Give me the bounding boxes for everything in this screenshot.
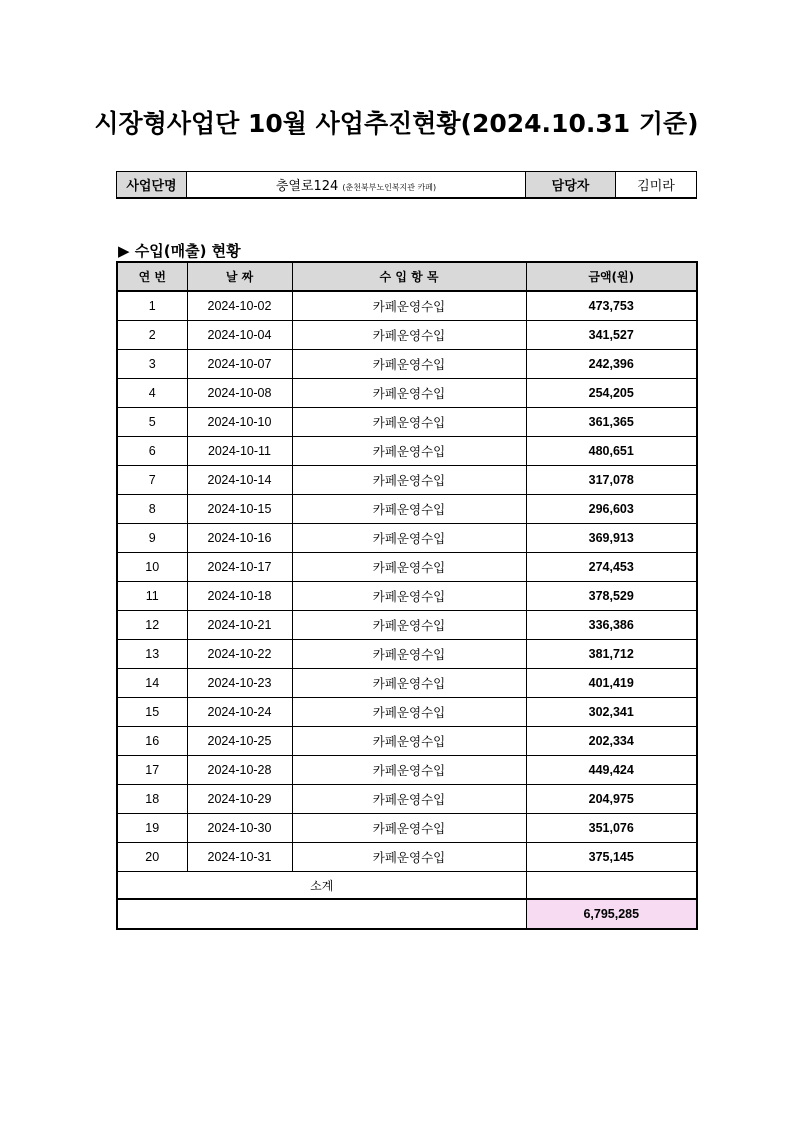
table-row	[117, 379, 697, 408]
row-item: 카페운영수입	[292, 611, 526, 640]
row-amount: 336,386	[526, 611, 697, 640]
table-row	[117, 698, 697, 727]
row-date: 2024-10-28	[187, 756, 292, 785]
row-amount: 254,205	[526, 379, 697, 408]
row-date: 2024-10-29	[187, 785, 292, 814]
unit-value: 충열로124	[275, 179, 339, 194]
row-amount: 204,975	[526, 785, 697, 814]
table-row	[117, 669, 697, 698]
row-date: 2024-10-02	[187, 291, 292, 321]
row-number: 2	[117, 321, 187, 350]
table-row	[117, 321, 697, 350]
row-item: 카페운영수입	[292, 321, 526, 350]
subtotal-value	[526, 872, 697, 900]
table-row	[117, 408, 697, 437]
row-item: 카페운영수입	[292, 814, 526, 843]
row-number: 7	[117, 466, 187, 495]
row-number: 8	[117, 495, 187, 524]
row-item: 카페운영수입	[292, 408, 526, 437]
table-row	[117, 582, 697, 611]
row-amount: 401,419	[526, 669, 697, 698]
row-amount: 242,396	[526, 350, 697, 379]
table-row	[117, 756, 697, 785]
header-date: 날 짜	[187, 262, 292, 291]
row-item: 카페운영수입	[292, 524, 526, 553]
table-row	[117, 640, 697, 669]
page-title: 시장형사업단 10월 사업추진현황(2024.10.31 기준)	[94, 109, 699, 138]
row-amount: 378,529	[526, 582, 697, 611]
subtotal-row	[117, 872, 697, 900]
row-number: 11	[117, 582, 187, 611]
row-item: 카페운영수입	[292, 495, 526, 524]
row-item: 카페운영수입	[292, 843, 526, 872]
row-date: 2024-10-10	[187, 408, 292, 437]
row-date: 2024-10-14	[187, 466, 292, 495]
row-number: 1	[117, 291, 187, 321]
row-item: 카페운영수입	[292, 669, 526, 698]
table-row	[117, 291, 697, 321]
row-date: 2024-10-21	[187, 611, 292, 640]
business-info-table	[116, 171, 697, 199]
table-row	[117, 727, 697, 756]
row-amount: 361,365	[526, 408, 697, 437]
row-date: 2024-10-18	[187, 582, 292, 611]
row-date: 2024-10-23	[187, 669, 292, 698]
row-number: 13	[117, 640, 187, 669]
row-item: 카페운영수입	[292, 727, 526, 756]
row-number: 9	[117, 524, 187, 553]
row-number: 12	[117, 611, 187, 640]
row-amount: 369,913	[526, 524, 697, 553]
row-amount: 341,527	[526, 321, 697, 350]
header-amount: 금액(원)	[526, 262, 697, 291]
row-date: 2024-10-08	[187, 379, 292, 408]
row-item: 카페운영수입	[292, 553, 526, 582]
table-row	[117, 814, 697, 843]
row-number: 20	[117, 843, 187, 872]
row-number: 6	[117, 437, 187, 466]
row-item: 카페운영수입	[292, 698, 526, 727]
total-value: 6,795,285	[526, 899, 697, 929]
row-number: 14	[117, 669, 187, 698]
row-number: 18	[117, 785, 187, 814]
row-item: 카페운영수입	[292, 350, 526, 379]
row-amount: 317,078	[526, 466, 697, 495]
row-item: 카페운영수입	[292, 582, 526, 611]
row-number: 16	[117, 727, 187, 756]
total-row	[117, 899, 697, 929]
row-date: 2024-10-11	[187, 437, 292, 466]
row-date: 2024-10-25	[187, 727, 292, 756]
table-row	[117, 466, 697, 495]
row-amount: 375,145	[526, 843, 697, 872]
row-amount: 302,341	[526, 698, 697, 727]
row-number: 4	[117, 379, 187, 408]
unit-label: 사업단명	[117, 172, 187, 199]
row-amount: 274,453	[526, 553, 697, 582]
table-row	[117, 785, 697, 814]
row-amount: 296,603	[526, 495, 697, 524]
row-number: 17	[117, 756, 187, 785]
unit-value-cell	[187, 172, 526, 199]
table-row	[117, 350, 697, 379]
income-table	[116, 261, 698, 930]
row-date: 2024-10-15	[187, 495, 292, 524]
row-item: 카페운영수입	[292, 785, 526, 814]
subtotal-label: 소계	[117, 872, 526, 900]
row-amount: 381,712	[526, 640, 697, 669]
header-item: 수 입 항 목	[292, 262, 526, 291]
row-date: 2024-10-24	[187, 698, 292, 727]
row-number: 10	[117, 553, 187, 582]
row-item: 카페운영수입	[292, 756, 526, 785]
section-title: ▶ 수입(매출) 현황	[118, 242, 241, 260]
row-date: 2024-10-17	[187, 553, 292, 582]
row-date: 2024-10-04	[187, 321, 292, 350]
table-row	[117, 524, 697, 553]
row-item: 카페운영수입	[292, 291, 526, 321]
row-number: 19	[117, 814, 187, 843]
row-number: 15	[117, 698, 187, 727]
table-row	[117, 495, 697, 524]
table-row	[117, 843, 697, 872]
row-amount: 480,651	[526, 437, 697, 466]
row-item: 카페운영수입	[292, 437, 526, 466]
row-amount: 473,753	[526, 291, 697, 321]
row-number: 5	[117, 408, 187, 437]
table-header-row	[117, 262, 697, 291]
row-date: 2024-10-22	[187, 640, 292, 669]
row-item: 카페운영수입	[292, 379, 526, 408]
unit-note: (춘천북부노인복지관 카페)	[342, 183, 437, 192]
row-date: 2024-10-31	[187, 843, 292, 872]
table-body	[117, 291, 697, 872]
row-date: 2024-10-16	[187, 524, 292, 553]
row-date: 2024-10-30	[187, 814, 292, 843]
row-number: 3	[117, 350, 187, 379]
row-item: 카페운영수입	[292, 466, 526, 495]
total-label-cell	[117, 899, 526, 929]
header-no: 연 번	[117, 262, 187, 291]
row-amount: 351,076	[526, 814, 697, 843]
table-row	[117, 437, 697, 466]
manager-label: 담당자	[526, 172, 616, 199]
table-row	[117, 553, 697, 582]
row-amount: 449,424	[526, 756, 697, 785]
row-date: 2024-10-07	[187, 350, 292, 379]
row-item: 카페운영수입	[292, 640, 526, 669]
manager-value: 김미라	[616, 172, 697, 199]
table-row	[117, 611, 697, 640]
business-info-row	[117, 172, 697, 199]
row-amount: 202,334	[526, 727, 697, 756]
